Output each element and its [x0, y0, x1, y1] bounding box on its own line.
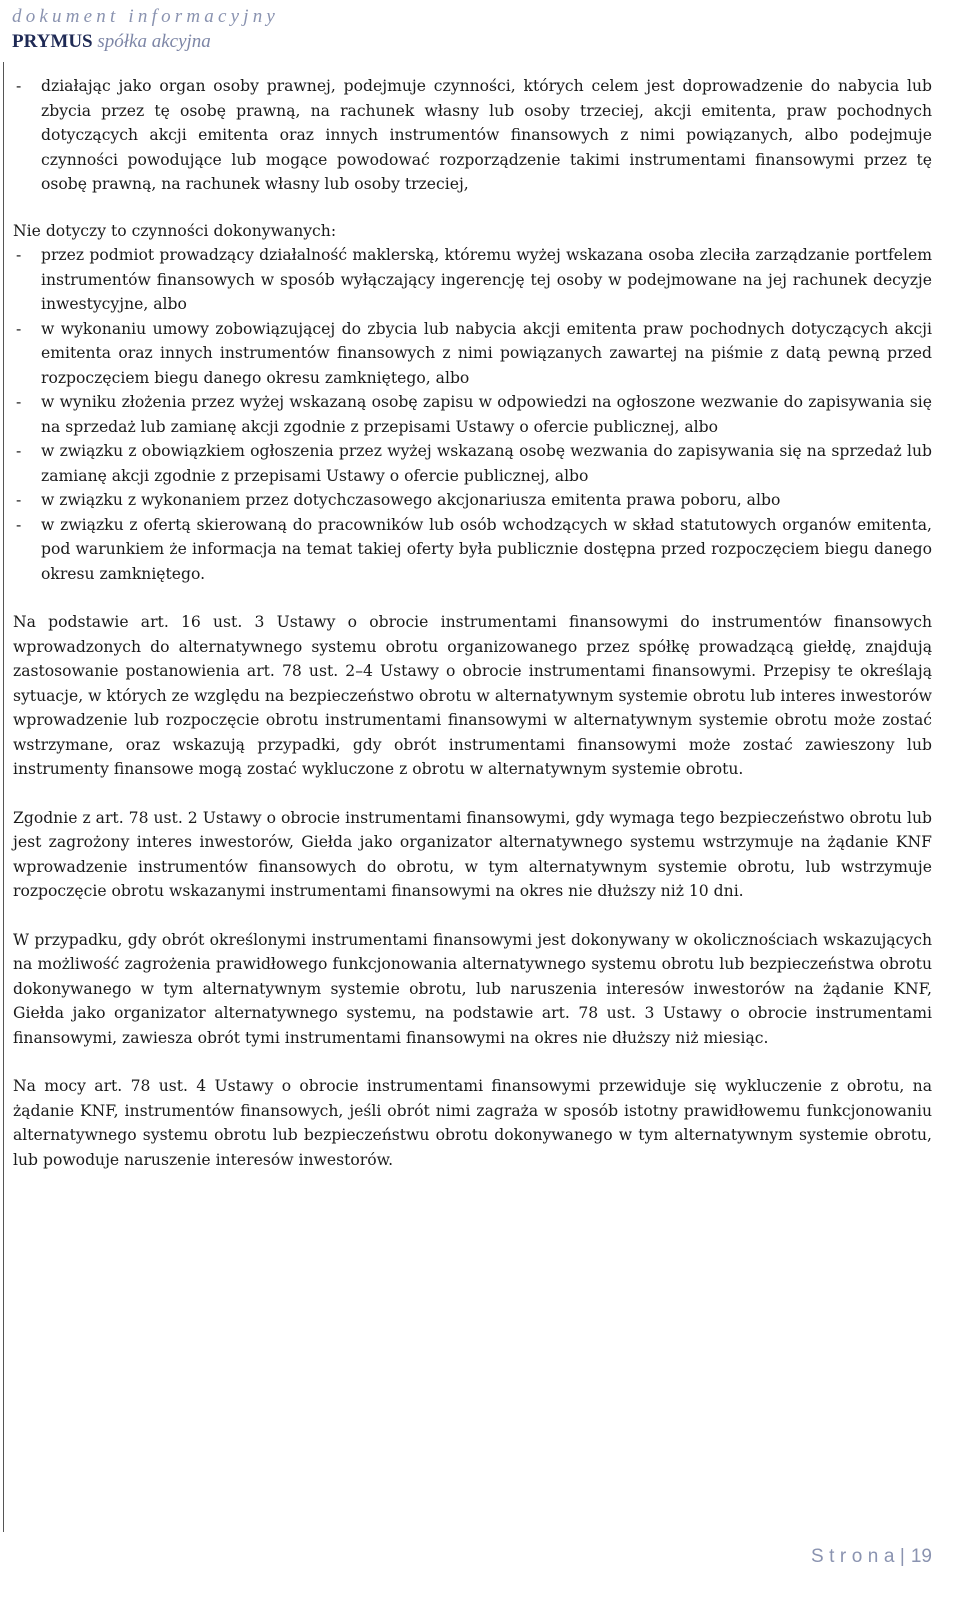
document-header	[12, 4, 279, 54]
intro-list-item: - działając jako organ osoby prawnej, podejmuje czynności, których celem jest doprowadzenie do nabycia lub zbycia przez tę osobę prawną, na rachunek własny lub osoby trzeciej, akcji emitenta, praw pochodnych dotyczących akcji emitenta oraz innych instrumentów finansowych z nimi powiązanych, albo podejmuje czynności powodujące lub mogące powodować rozporządzenie takimi instrumentami finansowymi przez tę osobę prawną, na rachunek własny lub osoby trzeciej,	[13, 74, 932, 197]
document-type: dokument informacyjny	[12, 6, 280, 27]
paragraph-art-78-2: Zgodnie z art. 78 ust. 2 Ustawy o obrocie instrumentami finansowymi, gdy wymaga tego bezpieczeństwo obrotu lub jest zagrożony interes inwestorów, Giełda jako organizator alternatywnego systemu wstrzymuje na żądanie KNF wprowadzenie instrumentów finansowych do obrotu, w tym alternatywnym systemie obrotu, lub wstrzymuje rozpoczęcie obrotu wskazanymi instrumentami finansowymi na okres nie dłuższy niż 10 dni.	[13, 808, 932, 900]
company-legal-form: spółka akcyjna	[97, 31, 211, 52]
document-body	[13, 74, 932, 1172]
left-margin-rule	[3, 62, 4, 1532]
company-title: PRYMUS	[12, 31, 93, 52]
paragraph-art-78-4: Na mocy art. 78 ust. 4 Ustawy o obrocie instrumentami finansowymi przewiduje się wykluczenie z obrotu, na żądanie KNF, instrumentów finansowych, jeśli obrót nimi zagraża w sposób istotny prawidłowemu funkcjonowaniu alternatywnego systemu obrotu lub bezpieczeństwu obrotu dokonywanego w tym alternatywnym systemie obrotu, lub powoduje naruszenie interesów inwestorów.	[13, 1077, 932, 1169]
list-item: - przez podmiot prowadzący działalność maklerską, któremu wyżej wskazana osoba zleciła zarządzanie portfelem instrumentów finansowych w sposób wyłączający ingerencję tej osoby w podejmowane na jej rachunek decyzje inwestycyjne, albo	[13, 243, 932, 317]
company-name	[12, 30, 279, 54]
list-item: - w wykonaniu umowy zobowiązującej do zbycia lub nabycia akcji emitenta praw pochodnych dotyczących akcji emitenta oraz innych instrumentów finansowych z nimi powiązanych zawartej na piśmie z datą pewną przed rozpoczęciem biegu danego okresu zamkniętego, albo	[13, 317, 932, 391]
paragraph-art-16: Na podstawie art. 16 ust. 3 Ustawy o obrocie instrumentami finansowymi do instrumentów finansowych wprowadzonych do alternatywnego systemu obrotu organizowanego przez spółkę prowadzącą giełdę, znajdują zastosowanie postanowienia art. 78 ust. 2–4 Ustawy o obrocie instrumentami finansowymi. Przepisy te określają sytuacje, w których ze względu na bezpieczeństwo obrotu w alternatywnym systemie obrotu lub interes inwestorów wprowadzenie lub rozpoczęcie obrotu instrumentami finansowymi w alternatywnym systemie obrotu może zostać wstrzymane, oraz wskazują przypadki, gdy obrót instrumentami finansowymi może zostać zawieszony lub instrumenty finansowe mogą zostać wykluczone z obrotu w alternatywnym systemie obrotu.	[13, 613, 932, 778]
list-item: - w związku z obowiązkiem ogłoszenia przez wyżej wskazaną osobę wezwania do zapisywania się na sprzedaż lub zamianę akcji zgodnie z przepisami Ustawy o ofercie publicznej, albo	[13, 439, 932, 488]
page-separator: |	[899, 1546, 905, 1567]
paragraph-art-78-3: W przypadku, gdy obrót określonymi instrumentami finansowymi jest dokonywany w okolicznościach wskazujących na możliwość zagrożenia prawidłowego funkcjonowania alternatywnego systemu obrotu lub bezpieczeństwa obrotu dokonywanego w tym alternatywnym systemie obrotu, lub naruszenia interesów inwestorów na żądanie KNF, Giełda jako organizator alternatywnego systemu, na podstawie art. 78 ust. 3 Ustawy o obrocie instrumentami finansowymi, zawiesza obrót tymi instrumentami finansowymi na okres nie dłuższy niż miesiąc.	[13, 930, 932, 1047]
page-number: 19	[910, 1546, 932, 1567]
list-item: - w związku z wykonaniem przez dotychczasowego akcjonariusza emitenta prawa poboru, albo	[13, 488, 932, 513]
list-item: - w związku z ofertą skierowaną do pracowników lub osób wchodzących w skład statutowych organów emitenta, pod warunkiem że informacja na temat takiej oferty była publicznie dostępna przed rozpoczęciem biegu danego okresu zamkniętego.	[13, 513, 932, 587]
list-item: - w wyniku złożenia przez wyżej wskazaną osobę zapisu w odpowiedzi na ogłoszone wezwanie do zapisywania się na sprzedaż lub zamianę akcji zgodnie z przepisami Ustawy o ofercie publicznej, albo	[13, 390, 932, 439]
intro-list	[13, 74, 932, 197]
page-label: Strona	[810, 1546, 900, 1567]
page-footer	[811, 1545, 932, 1569]
exceptions-list	[13, 243, 932, 586]
exceptions-heading: Nie dotyczy to czynności dokonywanych:	[13, 221, 337, 240]
